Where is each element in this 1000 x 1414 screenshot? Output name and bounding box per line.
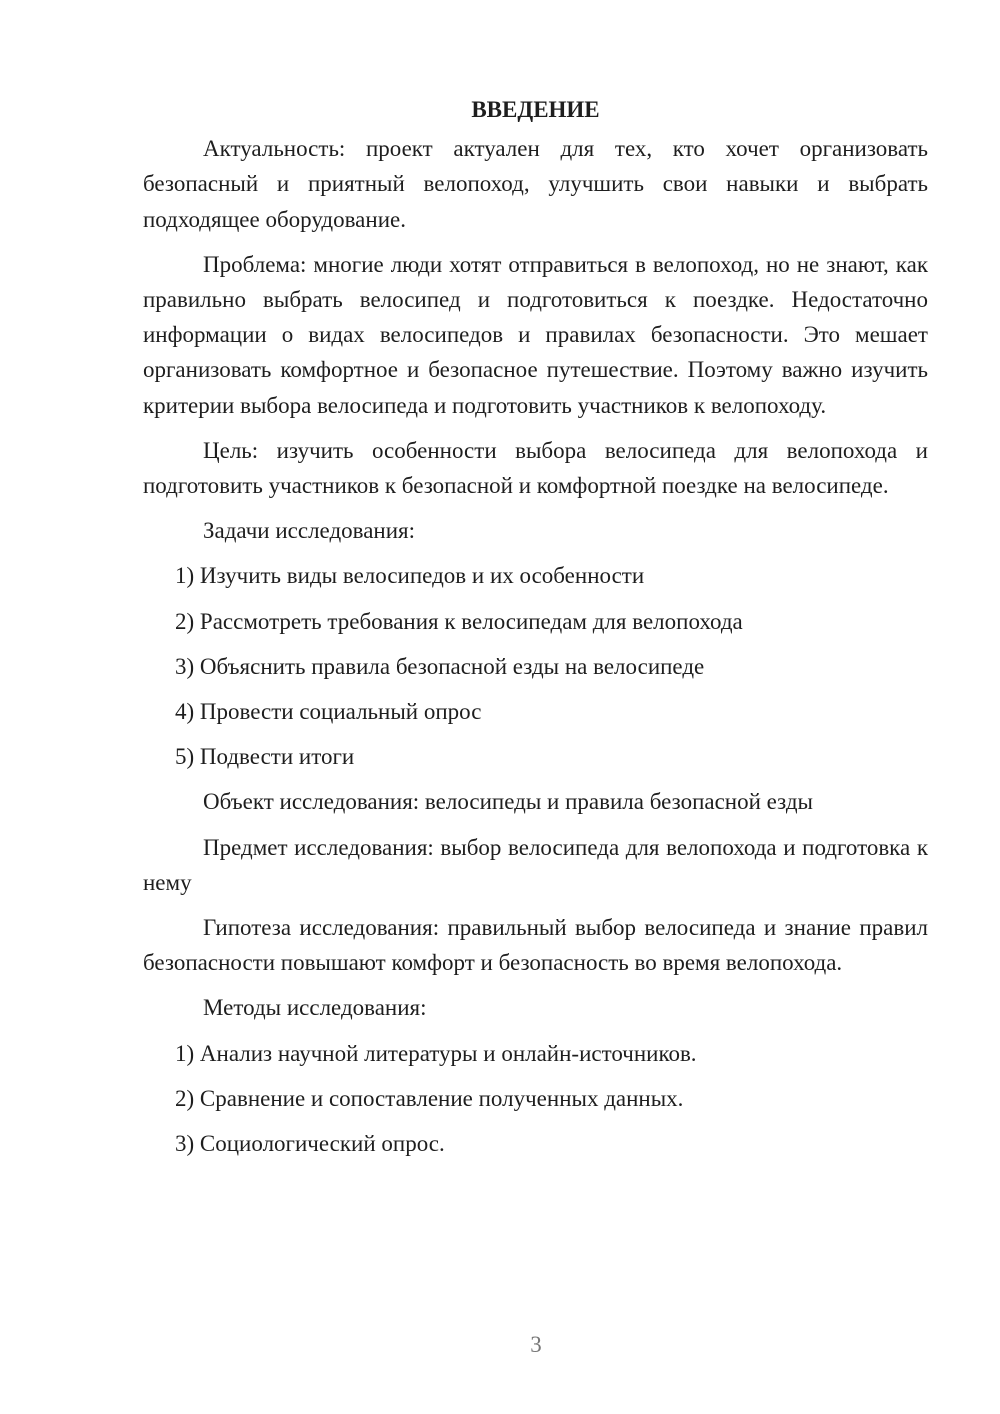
- methods-title: Методы исследования:: [203, 995, 427, 1021]
- method-item: 2) Сравнение и сопоставление полученных данных.: [175, 1085, 684, 1111]
- hypothesis-paragraph: Гипотеза исследования: правильный выбор велосипеда и знание правил безопасности повышают комфорт и безопасность во время велопохода.: [143, 915, 928, 976]
- task-item: 2) Рассмотреть требования к велосипедам для велопохода: [175, 608, 743, 634]
- page-number: 3: [530, 1332, 542, 1357]
- method-item: 3) Социологический опрос.: [175, 1131, 445, 1157]
- object-paragraph: Объект исследования: велосипеды и правила безопасной езды: [203, 789, 813, 815]
- task-item: 3) Объяснить правила безопасной езды на велосипеде: [175, 653, 705, 679]
- task-item: 4) Провести социальный опрос: [175, 699, 482, 725]
- method-item: 1) Анализ научной литературы и онлайн-источников.: [175, 1040, 697, 1066]
- problem-paragraph: Проблема: многие люди хотят отправиться в велопоход, но не знают, как правильно выбрать велосипед и подготовиться к поездке. Недостаточно информации о видах велосипедов и правилах безопасности. Это мешает организовать комфортное и безопасное путешествие. Поэтому важно изучить критерии выбора велосипеда и подготовить участников к велопоходу.: [143, 251, 928, 418]
- relevance-paragraph: Актуальность: проект актуален для тех, кто хочет организовать безопасный и приятный велопоход, улучшить свои навыки и выбрать подходящее оборудование.: [143, 136, 928, 232]
- task-item: 1) Изучить виды велосипедов и их особенности: [175, 563, 645, 589]
- task-item: 5) Подвести итоги: [175, 744, 355, 770]
- page-content: [143, 92, 928, 1171]
- tasks-title: Задачи исследования:: [203, 518, 416, 544]
- section-heading: ВВЕДЕНИЕ: [471, 97, 600, 122]
- subject-paragraph: Предмет исследования: выбор велосипеда для велопохода и подготовка к нему: [143, 834, 928, 895]
- goal-paragraph: Цель: изучить особенности выбора велосипеда для велопохода и подготовить участников к безопасной и комфортной поездке на велосипеде.: [143, 437, 928, 499]
